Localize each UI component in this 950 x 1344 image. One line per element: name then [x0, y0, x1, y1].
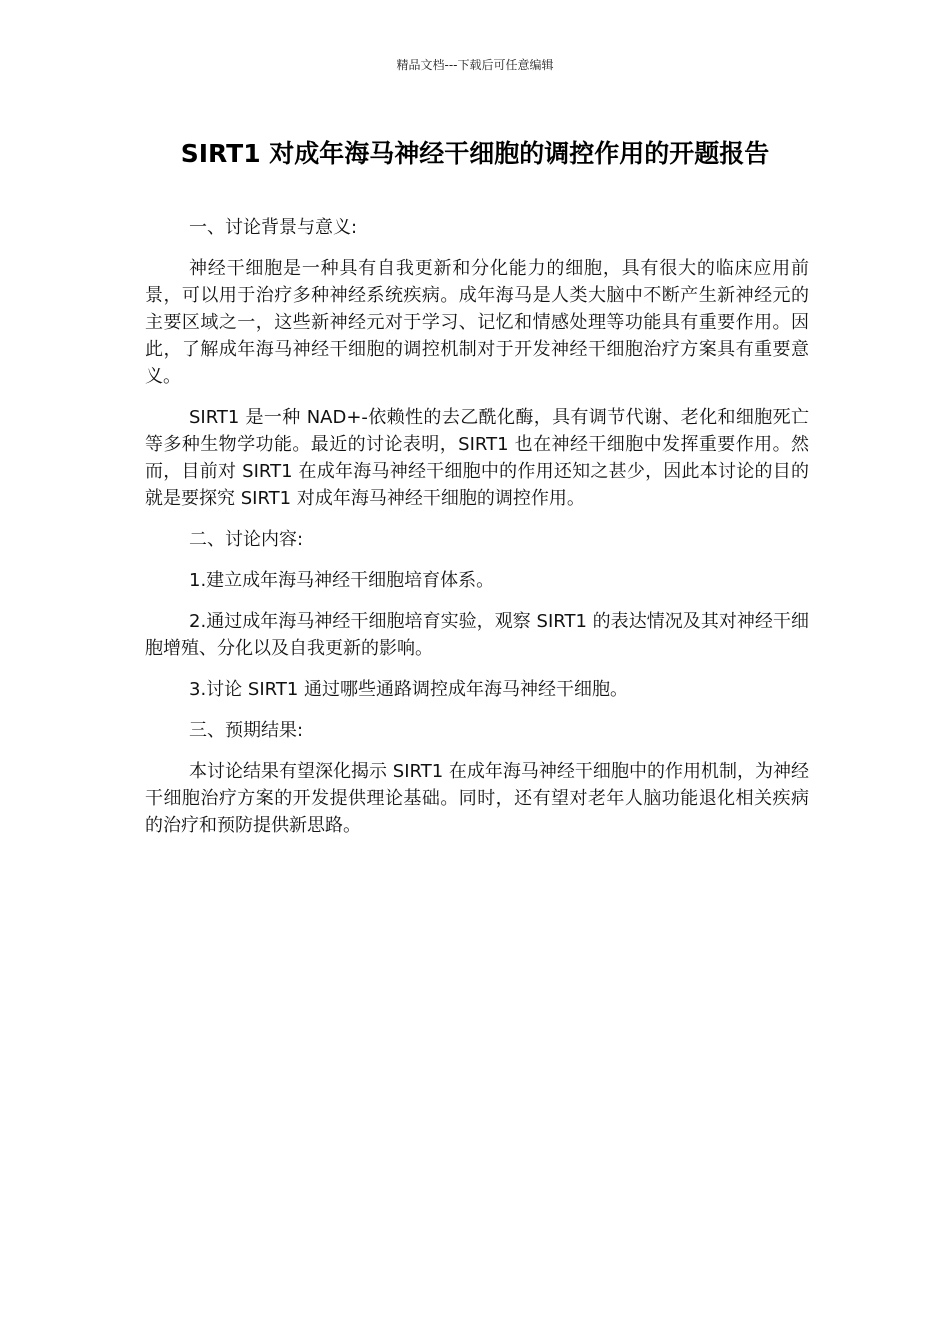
page-header-watermark: 精品文档---下载后可任意编辑	[396, 58, 554, 72]
document-body	[145, 214, 809, 853]
paragraph-background-1: 神经干细胞是一种具有自我更新和分化能力的细胞，具有很大的临床应用前景，可以用于治疗多种神经系统疾病。成年海马是人类大脑中不断产生新神经元的主要区域之一，这些新神经元对于学习、记忆和情感处理等功能具有重要作用。因此，了解成年海马神经干细胞的调控机制对于开发神经干细胞治疗方案具有重要意义。	[145, 258, 809, 387]
content-item-1: 1.建立成年海马神经干细胞培育体系。	[189, 570, 495, 591]
section-heading-content: 二、讨论内容:	[189, 529, 304, 550]
section-heading-results: 三、预期结果:	[189, 720, 304, 741]
content-item-3: 3.讨论 SIRT1 通过哪些通路调控成年海马神经干细胞。	[189, 679, 628, 700]
document-title: SIRT1 对成年海马神经干细胞的调控作用的开题报告	[180, 139, 770, 168]
content-item-2: 2.通过成年海马神经干细胞培育实验，观察 SIRT1 的表达情况及其对神经干细胞增殖、分化以及自我更新的影响。	[145, 611, 809, 659]
paragraph-expected-results: 本讨论结果有望深化揭示 SIRT1 在成年海马神经干细胞中的作用机制，为神经干细胞治疗方案的开发提供理论基础。同时，还有望对老年人脑功能退化相关疾病的治疗和预防提供新思路。	[145, 761, 809, 836]
section-heading-background: 一、讨论背景与意义:	[189, 217, 358, 238]
paragraph-background-2: SIRT1 是一种 NAD+-依赖性的去乙酰化酶，具有调节代谢、老化和细胞死亡等多种生物学功能。最近的讨论表明，SIRT1 也在神经干细胞中发挥重要作用。然而，目前对 SIRT1 在成年海马神经干细胞中的作用还知之甚少，因此本讨论的目的就是要探究 SIRT1 对成年海马神经干细胞的调控作用。	[145, 407, 809, 509]
